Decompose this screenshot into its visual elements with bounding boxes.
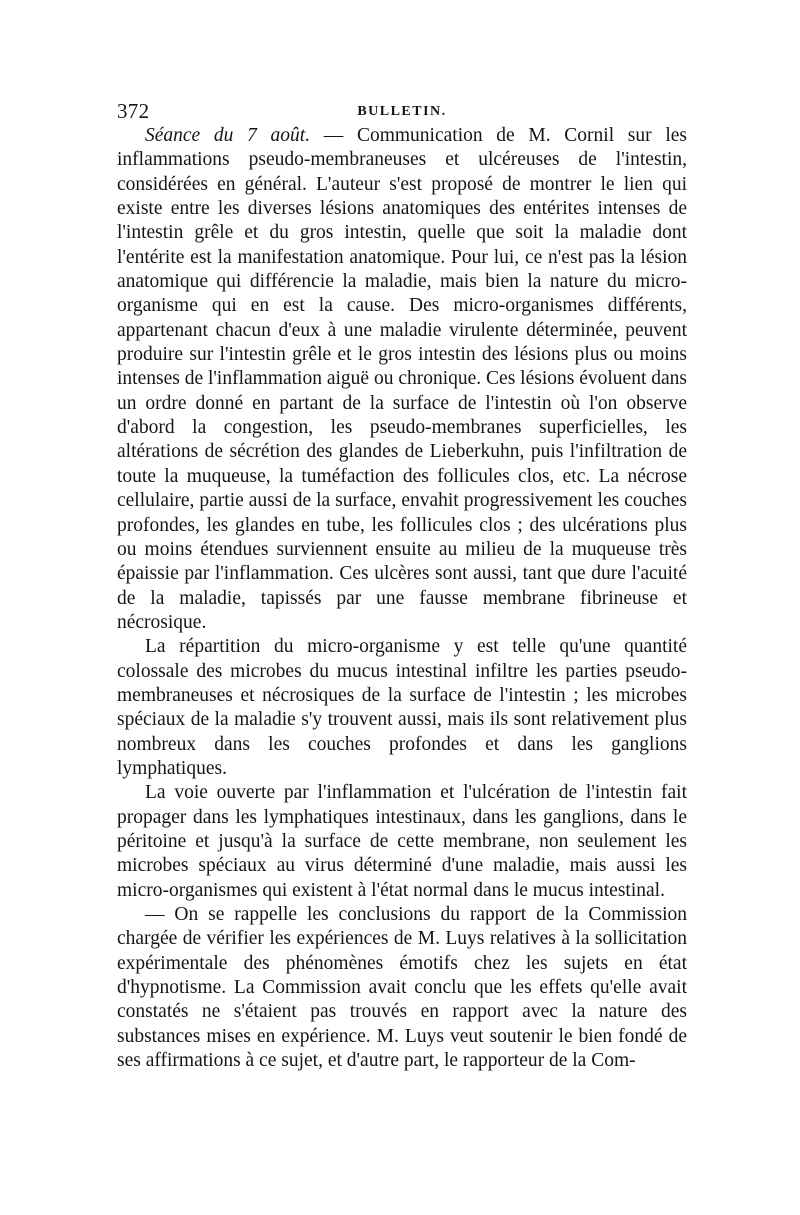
paragraph-seance bbox=[117, 124, 687, 635]
paragraph-voie-ouverte: La voie ouverte par l'inflammation et l'ulcération de l'intestin fait propager dans les lymphatiques intestinaux, dans les ganglions, dans le péritoine et jusqu'à la surface de cette membrane, non seulement les microbes spéciaux au virus déterminé d'une maladie, mais aussi les micro-organismes qui existent à l'état normal dans le mucus intestinal. bbox=[117, 782, 687, 901]
running-head bbox=[117, 98, 687, 124]
paragraph-text: — Communication de M. Cornil sur les inflammations pseudo-membraneuses et ulcéreuses de l'intestin, considérées en général. L'auteur s'est proposé de montrer le lien qui existe entre les diverses lésions anatomiques des entérites intenses de l'intestin grêle et du gros intestin, quelle que soit la maladie dont l'entérite est la manifestation anatomique. Pour lui, ce n'est pas la lésion anatomique qui différencie la maladie, mais bien la nature du micro-organisme qui en est la cause. Des micro-organismes différents, appartenant chacun d'eux à une maladie virulente déterminée, peuvent produire sur l'intestin grêle et le gros intestin des lésions plus ou moins intenses de l'inflammation aiguë ou chronique. Ces lésions évoluent dans un ordre donné en partant de la surface de l'intestin où l'on observe d'abord la congestion, les pseudo-membranes superficielles, les altérations de sécrétion des glandes de Lieberkuhn, puis l'infiltration de toute la muqueuse, la tuméfaction des follicules clos, etc. La nécrose cellulaire, partie aussi de la surface, envahit progressivement les couches profondes, les glandes en tube, les follicules clos ; des ulcérations plus ou moins étendues surviennent ensuite au milieu de la muqueuse très épaissie par l'inflammation. Ces ulcères sont aussi, tant que dure l'acuité de la maladie, tapissés par une fausse membrane fibrineuse et nécrosique. bbox=[117, 125, 687, 633]
page-number: 372 bbox=[117, 99, 150, 123]
paragraph-repartition: La répartition du micro-organisme y est telle qu'une quantité colossale des microbes du mucus intestinal infiltre les parties pseudo-membraneuses et nécrosiques de la surface de l'intestin ; les microbes spéciaux de la maladie s'y trouvent aussi, mais ils sont relativement plus nombreux dans les couches profondes et dans les ganglions lymphatiques. bbox=[117, 636, 687, 779]
session-date: Séance du 7 août. bbox=[145, 125, 311, 146]
running-title: BULLETIN. bbox=[357, 104, 447, 119]
body-text bbox=[117, 124, 687, 1073]
paragraph-commission: — On se rappelle les conclusions du rapport de la Commission chargée de vérifier les expériences de M. Luys relatives à la sollicitation expérimentale des phénomènes émotifs chez les sujets en état d'hypnotisme. La Commission avait conclu que les effets qu'elle avait constatés ne s'étaient pas trouvés en rapport avec la nature des substances mises en expérience. M. Luys veut soutenir le bien fondé de ses affirmations à ce sujet, et d'autre part, le rapporteur de la Com- bbox=[117, 904, 687, 1072]
